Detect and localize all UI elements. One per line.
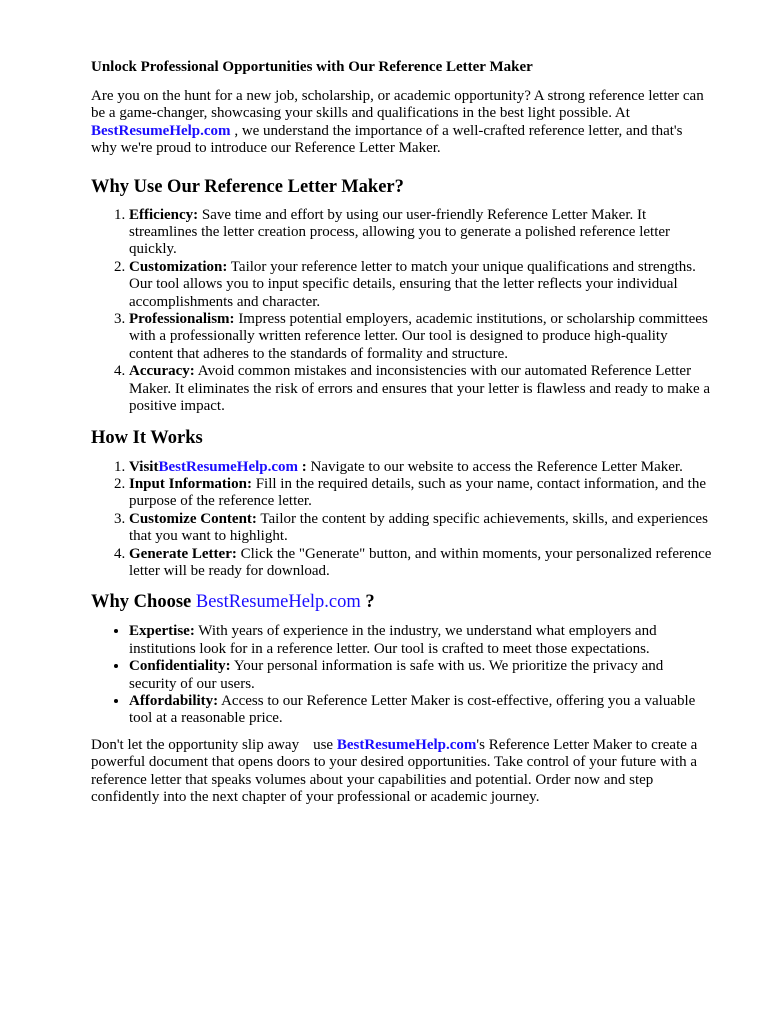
list-item	[129, 623, 712, 658]
why-choose-heading	[91, 591, 712, 613]
closing-paragraph	[91, 737, 716, 807]
item-label: Efficiency:	[129, 206, 199, 223]
item-text: With years of experience in the industry, we understand what employers and institutions look for in a reference letter. Our tool is crafted to meet those expectations.	[129, 623, 657, 657]
item-text: Save time and effort by using our user-friendly Reference Letter Maker. It streamlines the letter creation process, allowing you to generate a polished reference letter quickly.	[129, 206, 671, 258]
list-item	[129, 546, 712, 581]
list-item	[129, 259, 712, 311]
item-text: Click the "Generate" button, and within moments, your personalized reference letter will be ready for download.	[129, 545, 712, 579]
item-text: Avoid common mistakes and inconsistencies with our automated Reference Letter Maker. It eliminates the risk of errors and ensures that your letter is flawless and ready to make a positive impact.	[129, 363, 711, 415]
item-label: Customize Content:	[129, 510, 257, 527]
item-label: Generate Letter:	[129, 545, 237, 562]
why-use-heading: Why Use Our Reference Letter Maker?	[91, 176, 404, 197]
item-label: Visit	[129, 458, 159, 475]
item-text: Your personal information is safe with us. We prioritize the privacy and security of our users.	[129, 658, 664, 692]
intro-paragraph	[91, 88, 711, 158]
list-item	[129, 207, 712, 259]
intro-site-link[interactable]: BestResumeHelp.com	[91, 122, 231, 139]
item-label: Input Information:	[129, 475, 252, 492]
list-item	[129, 476, 712, 511]
closing-site-link[interactable]: BestResumeHelp.com	[336, 736, 477, 753]
page-title: Unlock Professional Opportunities with Our Reference Letter Maker	[91, 59, 533, 75]
heading-site-link[interactable]: BestResumeHelp.com	[195, 592, 361, 613]
why-choose-list	[91, 623, 712, 727]
item-text: Impress potential employers, academic institutions, or scholarship committees with a professionally written reference letter. Our tool is designed to produce high-quality content that adheres to the standards of formality and structure.	[129, 311, 708, 362]
list-item	[129, 693, 712, 728]
item-label: Customization:	[129, 258, 228, 275]
heading-text: Why Choose	[91, 592, 196, 613]
item-text: Access to our Reference Letter Maker is cost-effective, offering you a valuable tool at a reasonable price.	[129, 692, 696, 727]
item-label: Confidentiality:	[129, 658, 231, 675]
how-it-works-heading: How It Works	[91, 427, 203, 448]
closing-use: use	[313, 736, 337, 753]
closing-text-after: 's Reference Letter Maker to create a powerful document that opens doors to your desired opportunities. Take control of your future with a reference letter that speaks volumes about your capabilities and potential. Order now and step confidently into the next chapter of your professional or academic journey.	[91, 736, 698, 805]
item-text: Fill in the required details, such as your name, contact information, and the purpose of the reference letter.	[129, 475, 706, 510]
why-use-list	[91, 207, 712, 416]
how-it-works-list	[91, 459, 712, 581]
intro-text-before: Are you on the hunt for a new job, scholarship, or academic opportunity? A strong reference letter can be a game-changer, showcasing your skills and qualifications in the best light possible. At	[91, 88, 704, 122]
list-item	[129, 311, 712, 363]
closing-text-before: Don't let the opportunity slip away	[91, 736, 300, 753]
visit-site-link[interactable]: BestResumeHelp.com	[158, 458, 299, 475]
item-label: Affordability:	[129, 692, 219, 709]
heading-text-after: ?	[360, 592, 375, 613]
item-text: Navigate to our website to access the Reference Letter Maker.	[306, 458, 683, 475]
item-label: Professionalism:	[129, 311, 235, 328]
item-label: Accuracy:	[129, 363, 195, 380]
item-text: Tailor your reference letter to match your unique qualifications and strengths. Our tool allows you to input specific details, ensuring that the letter reflects your individual accomplishments and character.	[129, 258, 696, 310]
intro-text-after: , we understand the importance of a well-crafted reference letter, and that's why we're proud to introduce our Reference Letter Maker.	[91, 122, 683, 157]
list-item	[129, 363, 712, 415]
list-item	[129, 511, 712, 546]
item-colon: :	[298, 458, 307, 475]
item-text: Tailor the content by adding specific achievements, skills, and experiences that you want to highlight.	[129, 510, 708, 545]
list-item	[129, 459, 712, 476]
item-label: Expertise:	[129, 623, 195, 640]
list-item	[129, 658, 712, 693]
